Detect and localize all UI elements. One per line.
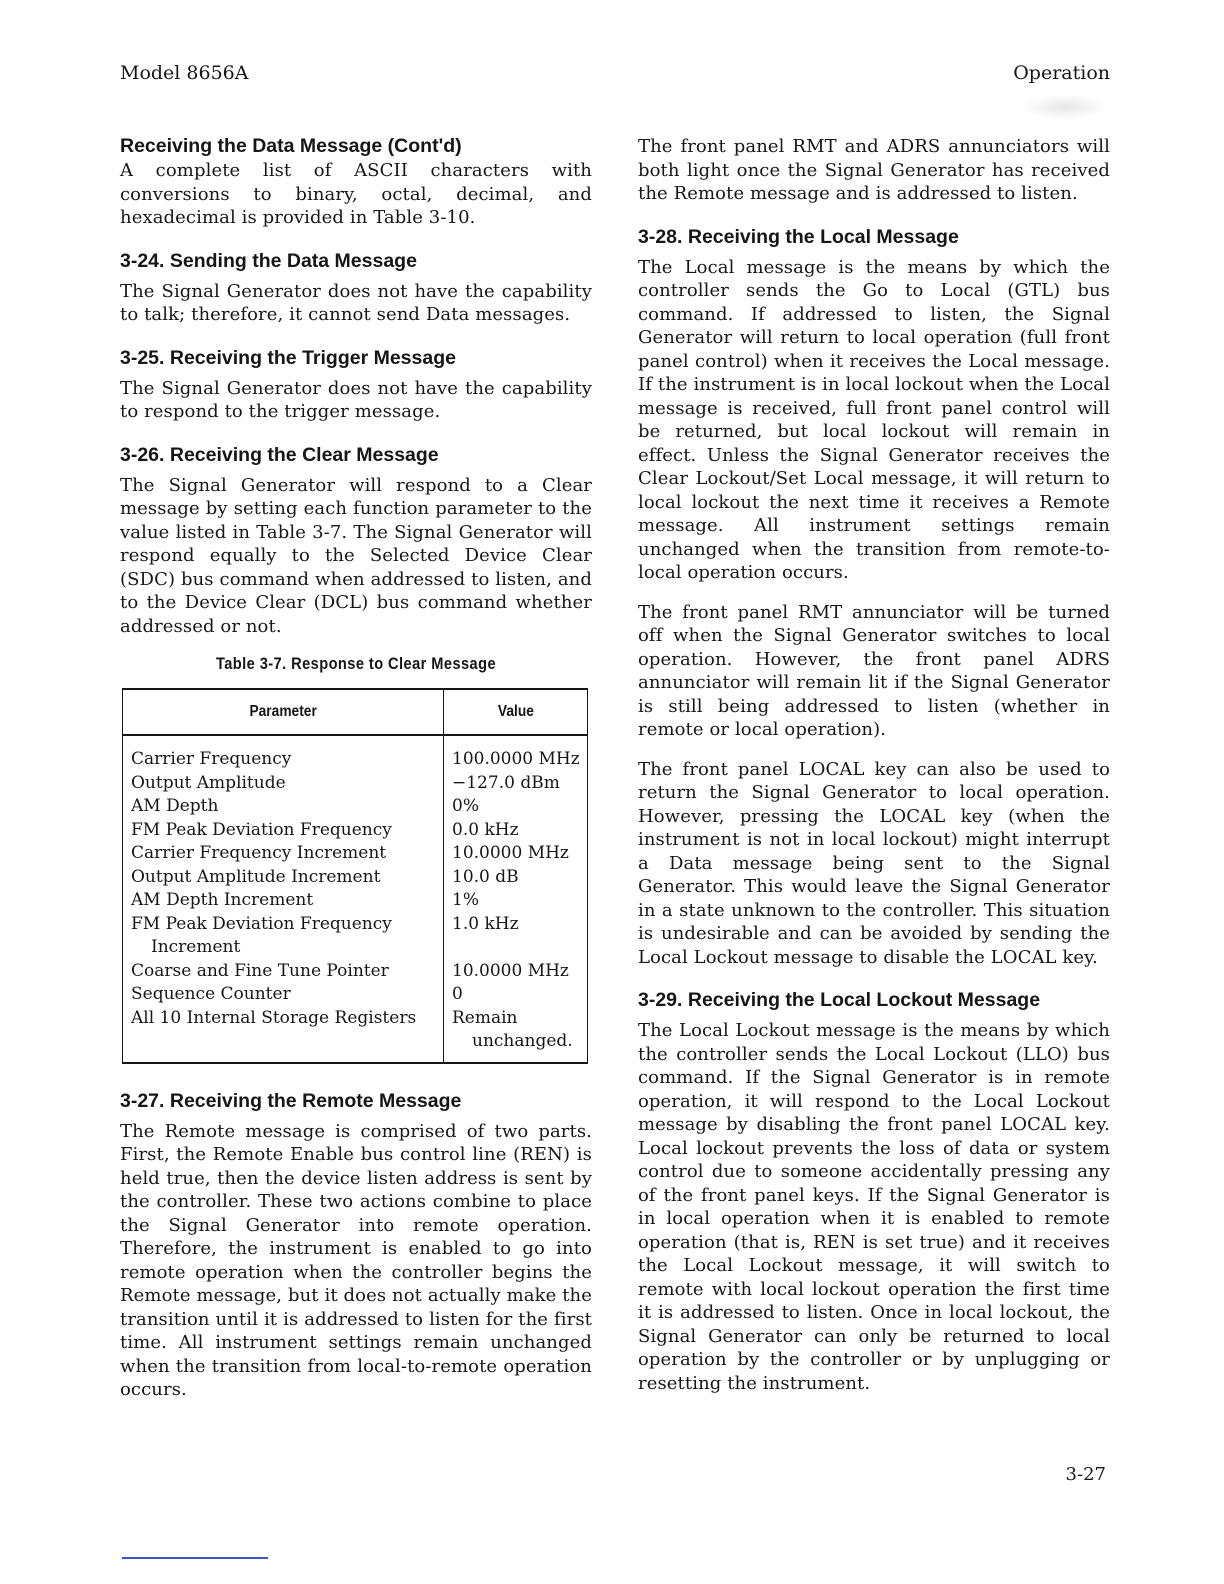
left-column xyxy=(120,135,592,1418)
param-cell: Output Amplitude xyxy=(123,772,444,796)
param-text-cont: Increment xyxy=(151,937,241,957)
param-cell: AM Depth Increment xyxy=(123,889,444,913)
value-cell: 100.0000 MHz xyxy=(452,749,580,769)
table-row xyxy=(123,1007,588,1063)
section-heading: 3-29. Receiving the Local Lockout Message xyxy=(638,989,1041,1011)
table-row xyxy=(123,842,588,866)
value-cell xyxy=(444,1007,588,1063)
section-text: The front panel LOCAL key can also be used to return the Signal Generator to local operation. However, pressing the LOCAL key (when the instrument is not in local lockout) might interrupt a Data message being sent to the Signal Generator. This would leave the Signal Generator in a state unknown to the controller. This situation is undesirable and can be avoided by sending the Local Lockout message to disable the LOCAL key. xyxy=(638,758,1110,968)
scan-artifact xyxy=(1022,94,1108,120)
value-cell: 10.0000 MHz xyxy=(452,843,569,863)
param-cell: Sequence Counter xyxy=(123,983,444,1007)
section-3-27 xyxy=(120,1090,592,1402)
section-text: The Remote message is comprised of two parts. First, the Remote Enable bus control line (REN) is held true, then the device listen address is sent by the controller. These two actions combine to place the Signal Generator into remote operation. Therefore, the instrument is enabled to go into remote operation when the controller begins the Remote message, but it does not actually make the transition until it is addressed to listen for the first time. All instrument settings remain unchanged when the transition from local-to-remote operation occurs. xyxy=(120,1120,592,1400)
section-heading: 3-27. Receiving the Remote Message xyxy=(120,1089,462,1112)
header-model: Model 8656A xyxy=(120,62,249,84)
value-text: Remain xyxy=(452,1007,518,1028)
param-cell: FM Peak Deviation Frequency xyxy=(123,819,444,843)
section-text: The Signal Generator will respond to a Clear message by setting each function parameter to the value listed in Table 3-7. The Signal Generator will respond equally to the Selected Device Clear (SDC) bus command when addressed to listen, and to the Device Clear (DCL) bus command whether addressed or not. xyxy=(120,474,592,637)
response-table xyxy=(122,688,588,1064)
section-data-message-cont xyxy=(120,135,592,230)
table-header-row xyxy=(123,689,588,735)
table-row xyxy=(123,866,588,890)
table-row xyxy=(123,772,588,796)
section-text: The Signal Generator does not have the capability to respond to the trigger message. xyxy=(120,377,592,422)
section-3-28 xyxy=(638,226,1110,970)
footer-rule xyxy=(122,1557,268,1559)
param-cell: Output Amplitude Increment xyxy=(123,866,444,890)
value-cell: 1.0 kHz xyxy=(452,913,519,934)
section-text: The Signal Generator does not have the capability to talk; therefore, it cannot send Data messages. xyxy=(120,280,592,325)
value-cell: −127.0 dBm xyxy=(452,772,560,793)
section-text: The front panel RMT and ADRS annunciators will both light once the Signal Generator has received the Remote message and is addressed to listen. xyxy=(638,136,1110,204)
section-heading: 3-26. Receiving the Clear Message xyxy=(120,443,439,466)
table-row xyxy=(123,913,588,960)
value-cell: 10.0 dB xyxy=(452,866,519,887)
section-text: A complete list of ASCII characters with conversions to binary, octal, decimal, and hexadecimal is provided in Table 3-10. xyxy=(120,160,592,228)
section-text: The Local message is the means by which the controller sends the Go to Local (GTL) bus command. If addressed to listen, the Signal Generator will return to local operation (full front panel control) when it receives the Local message. If the instrument is in local lockout when the Local message is received, full front panel control will be returned, but local lockout will remain in effect. Unless the Signal Generator receives the Clear Lockout/Set Local message, it will return to local lockout the next time it receives a Remote message. All instrument settings remain unchanged when the transition from remote-to-local operation occurs. xyxy=(638,256,1110,583)
value-cell: 1% xyxy=(452,890,479,910)
section-text: The Local Lockout message is the means by which the controller sends the Local Lockout (LLO) bus command. If the Signal Generator is in remote operation, it will respond to the Local Lockout message by disabling the front panel LOCAL key. Local lockout prevents the loss of data or system control due to someone accidentally pressing any of the front panel keys. If the Signal Generator is in local operation when it is enabled to remote operation (that is, REN is set true) and it receives the Local Lockout message, it will switch to remote with local lockout operation the first time it is addressed to listen. Once in local lockout, the Signal Generator can only be returned to local operation by the controller or by unplugging or resetting the instrument. xyxy=(638,1020,1110,1394)
value-cell: 10.0000 MHz xyxy=(452,960,569,981)
value-cell: 0% xyxy=(452,796,479,816)
header-section: Operation xyxy=(1013,62,1110,84)
section-text: The front panel RMT annunciator will be turned off when the Signal Generator switches to local operation. However, the front panel ADRS annunciator will remain lit if the Signal Generator is still being addressed to listen (whether in remote or local operation). xyxy=(638,601,1110,740)
page-number: 3-27 xyxy=(1065,1464,1106,1485)
section-heading: 3-28. Receiving the Local Message xyxy=(638,225,959,248)
param-cell: AM Depth xyxy=(123,795,444,819)
column-header-parameter: Parameter xyxy=(123,689,444,735)
param-cell: Coarse and Fine Tune Pointer xyxy=(123,960,444,984)
column-header-value: Value xyxy=(444,689,588,735)
param-cell: Carrier Frequency xyxy=(123,735,444,772)
section-heading: 3-25. Receiving the Trigger Message xyxy=(120,346,456,369)
section-3-24 xyxy=(120,250,592,327)
table-row xyxy=(123,983,588,1007)
param-cell: All 10 Internal Storage Registers xyxy=(123,1007,444,1063)
remote-annunciator-note xyxy=(638,135,1110,206)
section-heading: 3-24. Sending the Data Message xyxy=(120,249,417,272)
param-cell xyxy=(123,913,444,960)
section-3-26 xyxy=(120,444,592,639)
param-cell: Carrier Frequency Increment xyxy=(123,842,444,866)
section-heading: Receiving the Data Message (Cont'd) xyxy=(120,135,462,157)
section-3-29 xyxy=(638,989,1110,1395)
table-row xyxy=(123,960,588,984)
section-3-25 xyxy=(120,347,592,424)
value-text-cont: unchanged. xyxy=(472,1031,573,1051)
table-row xyxy=(123,819,588,843)
table-row xyxy=(123,889,588,913)
table-title: Table 3-7. Response to Clear Message xyxy=(215,654,497,673)
right-column xyxy=(638,135,1110,1411)
value-cell: 0.0 kHz xyxy=(452,819,519,840)
value-cell: 0 xyxy=(452,984,463,1004)
param-text: FM Peak Deviation Frequency xyxy=(131,913,392,934)
table-row xyxy=(123,735,588,772)
table-row xyxy=(123,795,588,819)
